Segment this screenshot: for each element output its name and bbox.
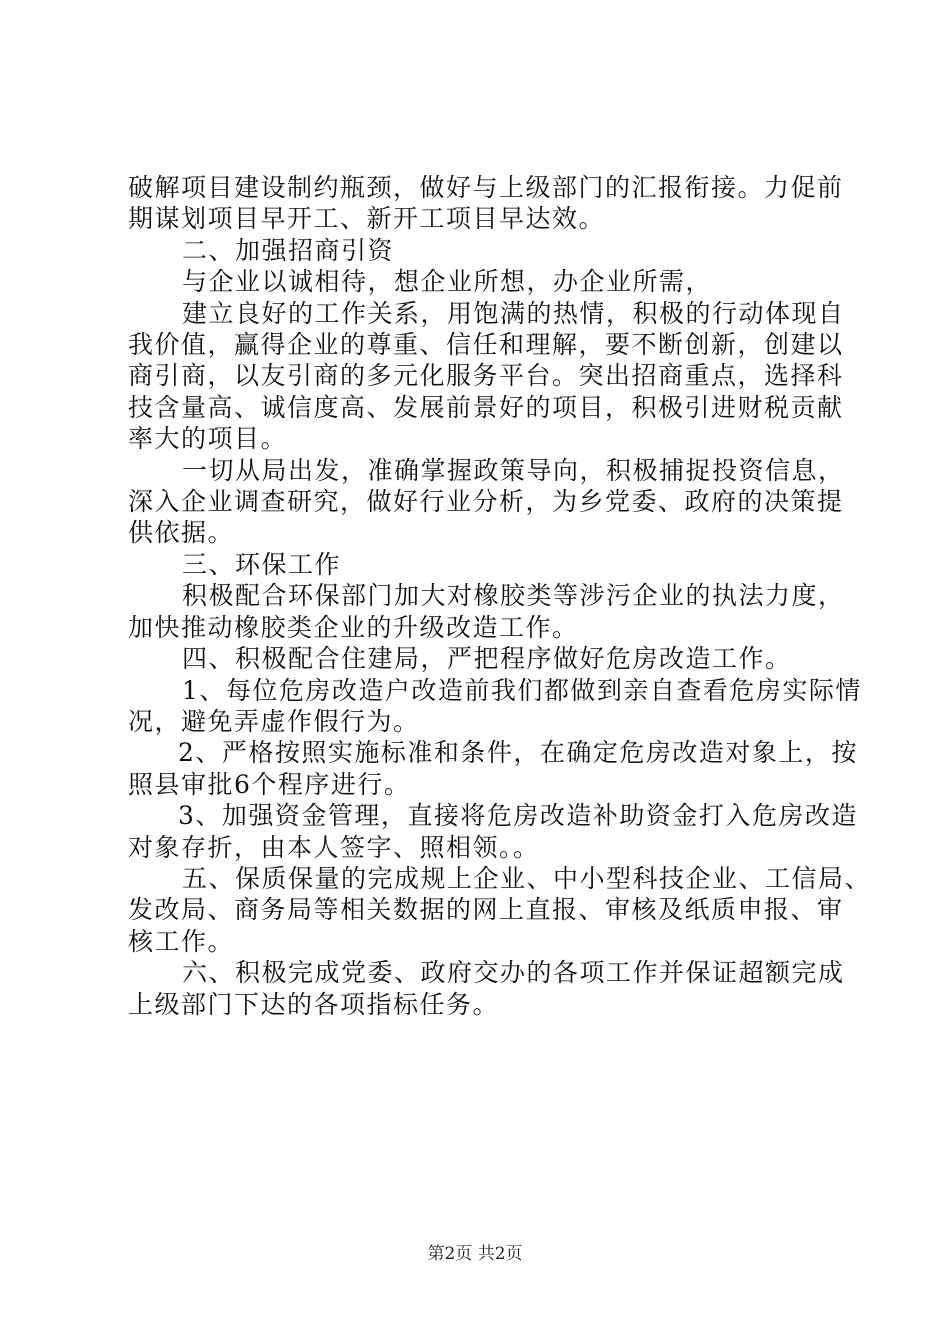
section-heading-4: 四、积极配合住建局，严把程序做好危房改造工作。: [182, 644, 792, 674]
list-item-2-line-2: 照县审批6个程序进行。: [128, 769, 411, 799]
section-heading-3: 三、环保工作: [182, 549, 342, 579]
list-item-3-line-2: 对象存折，由本人签字、照相领。。: [128, 832, 540, 862]
body-line-6: 我价值，赢得企业的尊重、信任和理解，要不断创新，创建以: [128, 330, 844, 360]
page-number-footer: 第2页 共2页: [427, 1244, 523, 1264]
section-5-line-3: 核工作。: [128, 926, 235, 956]
list-item-3-line-1: 3、加强资金管理，直接将危房改造补助资金打入危房改造: [178, 801, 858, 831]
list-item-2-line-1: 2、严格按照实施标准和条件，在确定危房改造对象上，按: [178, 738, 858, 768]
section-heading-6-line-1: 六、积极完成党委、政府交办的各项工作并保证超额完成: [182, 958, 845, 988]
body-line-11: 深入企业调查研究，做好行业分析，为乡党委、政府的决策提: [128, 487, 844, 517]
list-item-1-line-2: 况，避免弄虚作假行为。: [128, 706, 420, 736]
body-line-5: 建立良好的工作关系，用饱满的热情，积极的行动体现自: [182, 298, 845, 328]
body-line-14: 积极配合环保部门加大对橡胶类等涉污企业的执法力度，: [182, 581, 845, 611]
list-item-1-line-1: 1、每位危房改造户改造前我们都做到亲自查看危房实际情: [182, 675, 862, 705]
body-line-12: 供依据。: [128, 518, 235, 548]
section-6-line-2: 上级部门下达的各项指标任务。: [128, 989, 500, 1019]
body-line-9: 率大的项目。: [128, 424, 288, 454]
section-heading-5-line-1: 五、保质保量的完成规上企业、中小型科技企业、工信局、: [182, 863, 872, 893]
body-line-7: 商引商，以友引商的多元化服务平台。突出招商重点，选择科: [128, 361, 844, 391]
section-heading-2: 二、加强招商引资: [182, 235, 395, 265]
body-line-10: 一切从局出发，准确掌握政策导向，积极捕捉投资信息，: [182, 455, 845, 485]
section-5-line-2: 发改局、商务局等相关数据的网上直报、审核及纸质申报、审: [128, 895, 844, 925]
body-line-1: 破解项目建设制约瓶颈，做好与上级部门的汇报衔接。力促前: [128, 173, 844, 202]
body-line-15: 加快推动橡胶类企业的升级改造工作。: [128, 612, 579, 642]
body-line-2: 期谋划项目早开工、新开工项目早达效。: [128, 204, 606, 234]
body-line-8: 技含量高、诚信度高、发展前景好的项目，积极引进财税贡献: [128, 392, 844, 422]
document-body: [128, 172, 872, 1020]
body-line-4: 与企业以诚相待，想企业所想，办企业所需，: [182, 267, 713, 297]
